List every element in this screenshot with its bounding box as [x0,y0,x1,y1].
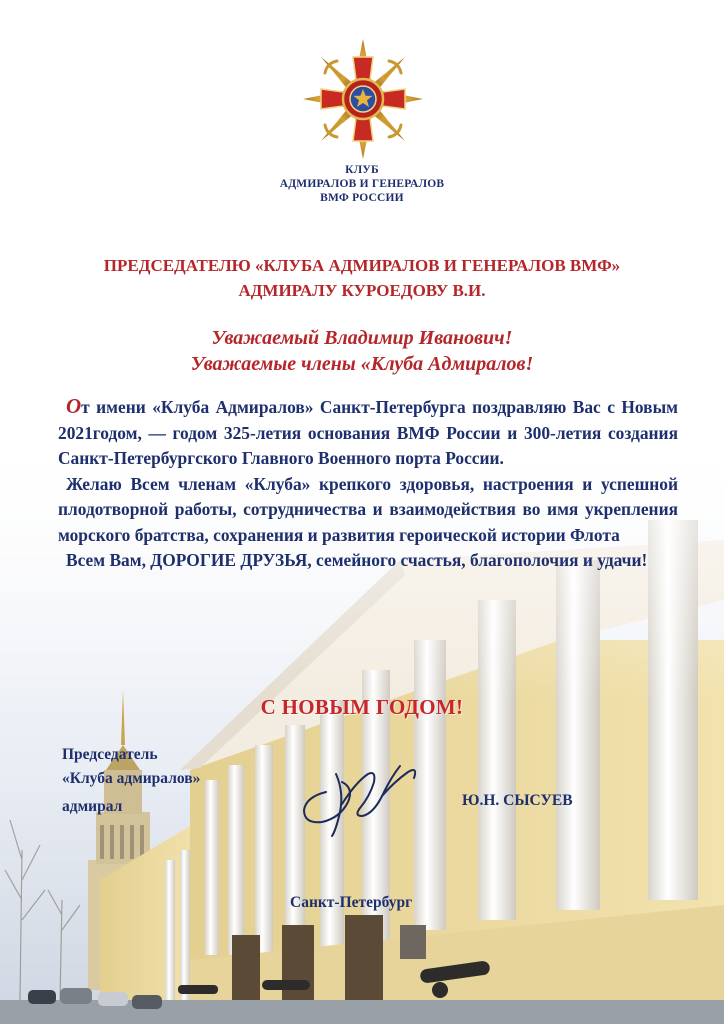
addressee [30,253,694,303]
signer-title [62,743,200,819]
body-paragraph: Желаю Всем членам «Клуба» крепкого здоровья, настроения и успешной плодотворной работы, сотрудничества и взаимодействия во имя укрепления морского братства, сохранения и развития героической истории Флота [58,473,678,545]
body-paragraph [58,394,678,472]
drop-cap: О [66,394,82,418]
handwritten-signature [296,752,426,842]
club-name [212,163,512,205]
letter-body [58,394,678,574]
greeting-line: Уважаемые члены «Клуба Адмиралов! [190,353,534,375]
greeting-line: Уважаемый Владимир Иванович! [211,327,513,349]
signer-line: адмирал [62,798,123,815]
new-year-greeting: С НОВЫМ ГОДОМ! [260,695,464,719]
admirals-club-star-emblem-icon [300,36,426,162]
club-name-line: ВМФ РОССИИ [320,192,404,204]
addressee-line: ПРЕДСЕДАТЕЛЮ «КЛУБА АДМИРАЛОВ И ГЕНЕРАЛОВ ВМФ» [103,256,621,275]
club-name-line: АДМИРАЛОВ И ГЕНЕРАЛОВ [279,178,445,190]
body-paragraph: Всем Вам, ДОРОГИЕ ДРУЗЬЯ, семейного счастья, благополочия и удачи! [66,550,648,570]
signer-name: Ю.Н. СЫСУЕВ [462,792,573,809]
greeting [30,325,694,377]
city: Санкт-Петербург [290,894,413,911]
signer-line: «Клуба адмиралов» [62,770,201,787]
paragraph-text: т имени «Клуба Адмиралов» Санкт-Петербурга поздравляю Вас с Новым 2021годом, — годом 325-летия основания ВМФ России и 300-летия создания Санкт-Петербургского Главного Военного порта России. [58,397,678,468]
addressee-line: АДМИРАЛУ КУРОЕДОВУ В.И. [238,281,486,300]
club-name-line: КЛУБ [345,164,379,176]
signer-line: Председатель [62,746,158,763]
